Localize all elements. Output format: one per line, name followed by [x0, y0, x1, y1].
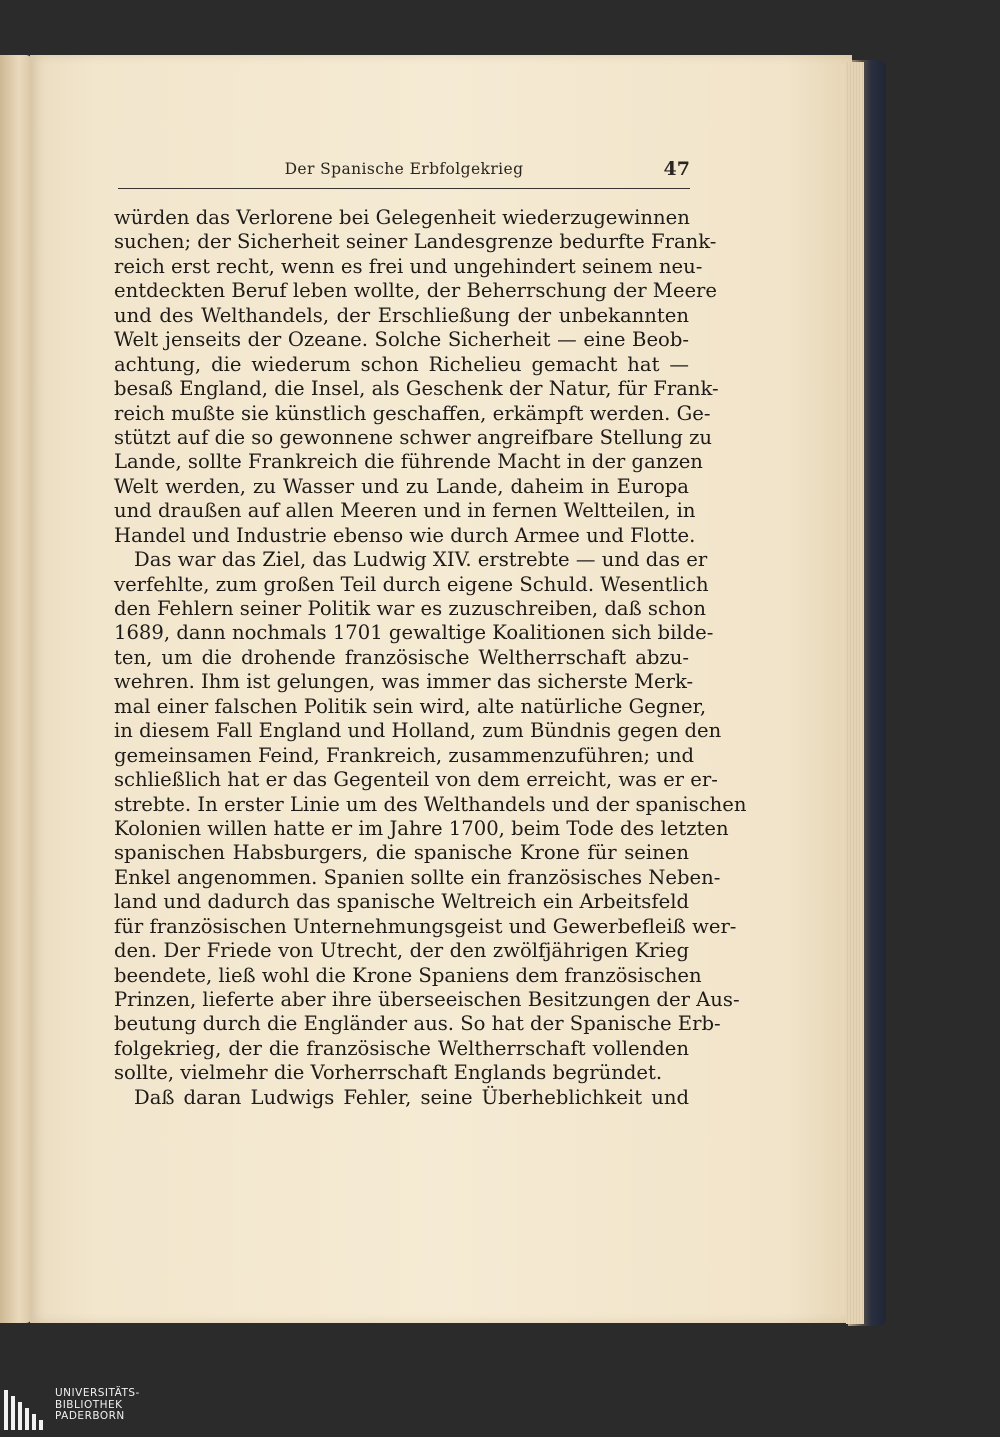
text-line: strebte. In erster Linie um des Welthandels und der spanischen — [114, 792, 747, 816]
text-line: Daß daran Ludwigs Fehler, seine Überheblichkeit und — [134, 1085, 689, 1109]
text-line: und des Welthandels, der Erschließung der unbekannten — [114, 303, 689, 327]
text-line: land und dadurch das spanische Weltreich ein Arbeitsfeld — [114, 890, 689, 914]
text-line: sollte, vielmehr die Vorherrschaft Englands begründet. — [114, 1061, 663, 1085]
text-line: in diesem Fall England und Holland, zum Bündnis gegen den — [114, 719, 722, 743]
page-number: 47 — [663, 158, 690, 180]
library-logo-icon — [2, 1388, 48, 1430]
running-title: Der Spanische Erbfolgekrieg — [284, 160, 524, 178]
left-page-edge — [0, 55, 32, 1323]
text-line: suchen; der Sicherheit seiner Landesgrenze bedurfte Frank- — [114, 230, 717, 254]
text-line: achtung, die wiederum schon Richelieu gemacht hat — — [114, 352, 689, 376]
text-line: und draußen auf allen Meeren und in fernen Weltteilen, in — [114, 499, 696, 523]
text-line: Enkel angenommen. Spanien sollte ein französisches Neben- — [114, 865, 721, 889]
text-line: für französischen Unternehmungsgeist und Gewerbefleiß wer- — [114, 914, 737, 938]
text-line: gemeinsamen Feind, Frankreich, zusammenzuführen; und — [114, 743, 695, 767]
text-line: entdeckten Beruf leben wollte, der Beherrschung der Meere — [114, 279, 718, 303]
text-line: folgekrieg, der die französische Weltherrschaft vollenden — [114, 1036, 689, 1060]
text-line: besaß England, die Insel, als Geschenk der Natur, für Frank- — [114, 377, 719, 401]
text-line: Welt jenseits der Ozeane. Solche Sicherheit — eine Beob- — [114, 328, 689, 352]
page-stack-edge — [846, 62, 864, 1324]
text-line: Prinzen, lieferte aber ihre überseeischen Besitzungen der Aus- — [114, 988, 740, 1011]
library-footer — [0, 1384, 1000, 1437]
text-line: Das war das Ziel, das Ludwig XIV. erstrebte — und das er — [134, 548, 708, 572]
logo-line: UNIVERSITÄTS- — [55, 1387, 140, 1399]
body-text — [114, 206, 747, 1110]
running-header — [118, 158, 690, 189]
text-line: ten, um die drohende französische Weltherrschaft abzu- — [114, 645, 689, 669]
text-line: verfehlte, zum großen Teil durch eigene Schuld. Wesentlich — [114, 572, 709, 596]
library-logo-text — [55, 1388, 140, 1423]
text-line: mal einer falschen Politik sein wird, alte natürliche Gegner, — [114, 694, 707, 718]
text-line: schließlich hat er das Gegenteil von dem erreicht, was er er- — [114, 768, 718, 792]
text-line: Welt werden, zu Wasser und zu Lande, daheim in Europa — [114, 474, 689, 498]
text-line: reich erst recht, wenn es frei und ungehindert seinem neu- — [114, 254, 703, 278]
text-line: spanischen Habsburgers, die spanische Krone für seinen — [114, 841, 689, 865]
logo-line: BIBLIOTHEK — [55, 1398, 123, 1411]
text-line: Kolonien willen hatte er im Jahre 1700, beim Tode des letzten — [114, 816, 729, 840]
text-line: den Fehlern seiner Politik war es zuzuschreiben, daß schon — [114, 597, 706, 620]
text-line: stützt auf die so gewonnene schwer angreifbare Stellung zu — [114, 425, 713, 449]
text-line: wehren. Ihm ist gelungen, was immer das sicherste Merk- — [114, 670, 694, 694]
logo-line: PADERBORN — [55, 1410, 125, 1422]
text-line: beendete, ließ wohl die Krone Spaniens dem französischen — [114, 963, 702, 987]
text-line: beutung durch die Engländer aus. So hat der Spanische Erb- — [114, 1012, 721, 1036]
text-line: würden das Verlorene bei Gelegenheit wiederzugewinnen — [114, 206, 690, 229]
text-line: den. Der Friede von Utrecht, der den zwölfjährigen Krieg — [114, 939, 689, 963]
text-line: Lande, sollte Frankreich die führende Macht in der ganzen — [114, 450, 703, 474]
text-line: 1689, dann nochmals 1701 gewaltige Koalitionen sich bilde- — [114, 621, 714, 645]
text-line: Handel und Industrie ebenso wie durch Armee und Flotte. — [114, 523, 696, 547]
text-line: reich mußte sie künstlich geschaffen, erkämpft werden. Ge- — [114, 401, 711, 425]
